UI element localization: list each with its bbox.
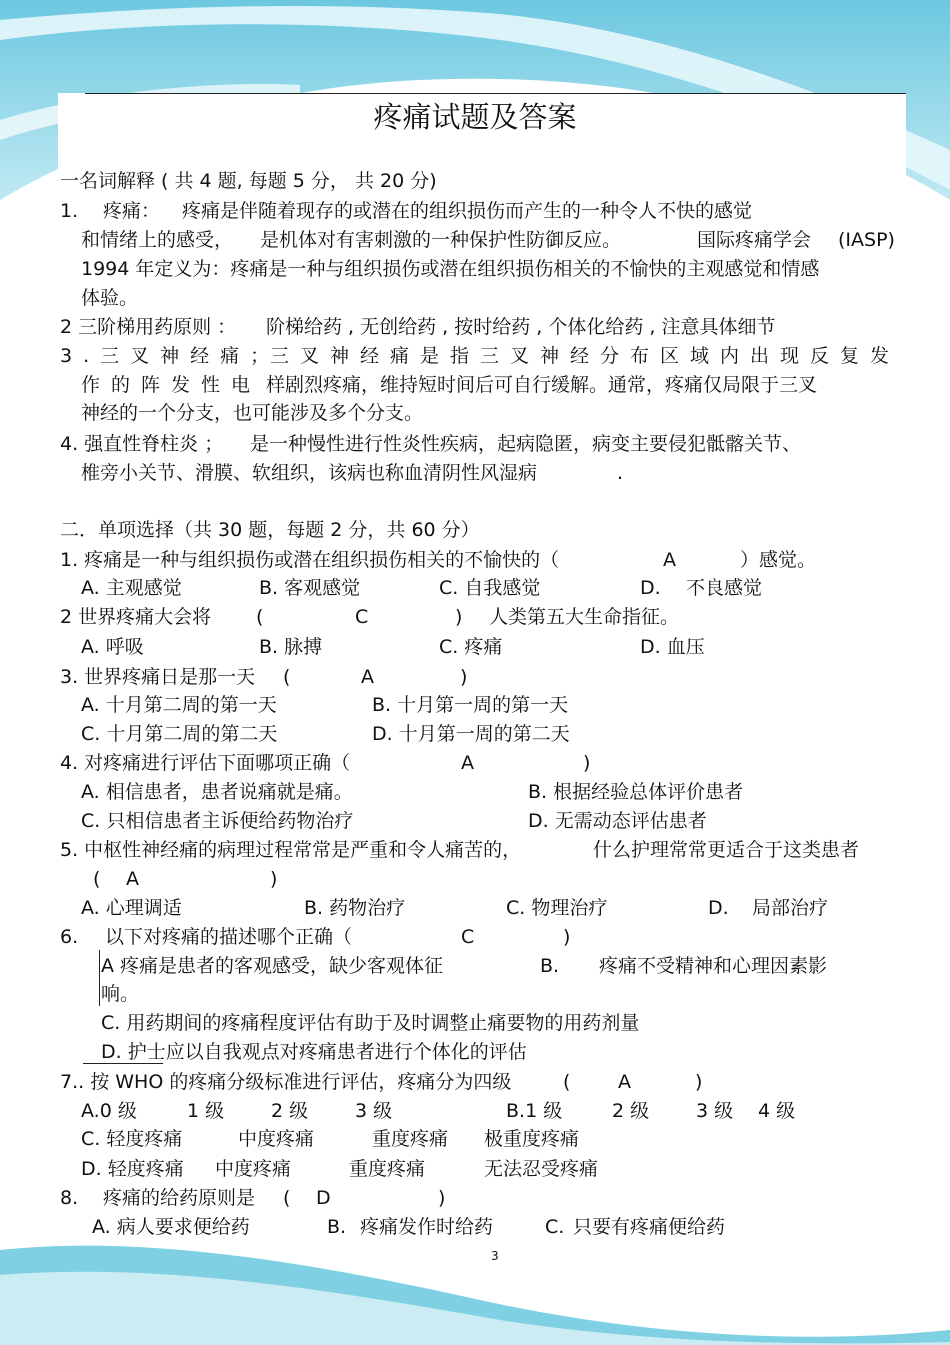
q5-option-a: A. 心理调适 (81, 897, 182, 919)
item1-line2d: (IASP) (838, 229, 895, 251)
q7-option-d: D. 轻度疼痛 (81, 1158, 184, 1180)
q5-option-d-label: D. (708, 897, 729, 919)
q7-option-a-2: 1 级 (187, 1100, 225, 1122)
q5-option-b: B. 药物治疗 (304, 897, 406, 919)
q6-text: 以下对疼痛的描述哪个正确（ (105, 926, 353, 948)
q8-option-c-label: C. (545, 1216, 565, 1238)
page-number: 3 (491, 1249, 499, 1263)
item1-term: 疼痛： (103, 200, 161, 222)
q7-option-c-2: 中度疼痛 (238, 1128, 315, 1150)
q5-close: ) (270, 868, 278, 890)
q8-option-a: A. 病人要求便给药 (92, 1216, 250, 1238)
item1-line2c: 国际疼痛学会 (697, 229, 812, 251)
item2-definition: 阶梯给药 , 无创给药 , 按时给药 , 个体化给药 , 注意具体细节 (266, 316, 776, 338)
item1-line2b: 是机体对有害刺激的一种保护性防御反应。 (260, 229, 622, 251)
q6-option-a: A 疼痛是患者的客观感受，缺少客观体征 (101, 955, 444, 977)
item3-line1: 三叉神经痛是指三叉神经分布区域内出现反复发 (270, 345, 901, 367)
q8-answer: D (316, 1187, 331, 1209)
q3-option-b: B. 十月第一周的第一天 (372, 694, 569, 716)
q2-answer: C (355, 606, 369, 628)
item2-term: 2 三阶梯用药原则 ： (60, 316, 237, 338)
item4-line2: 椎旁小关节、滑膜、软组织，该病也称血清阴性风湿病 (81, 462, 538, 484)
q3-option-d: D. 十月第一周的第二天 (372, 723, 570, 745)
q1-answer: A (663, 549, 676, 571)
item4-term: 4. 强直性脊柱炎 ； (60, 433, 224, 455)
q3-text: 3. 世界疼痛日是那一天 (60, 666, 256, 688)
section1-heading: 一名词解释 ( 共 4 题, 每题 5 分， 共 20 分) (60, 170, 437, 192)
q7-close: ) (695, 1071, 703, 1093)
q2-option-d: D. 血压 (640, 636, 705, 658)
q1-option-d-label: D. (640, 577, 661, 599)
q5-text: 5. 中枢性神经痛的病理过程常常是严重和令人痛苦的， (60, 839, 522, 861)
q7-option-d-4: 无法忍受疼痛 (484, 1158, 599, 1180)
page-title: 疼痛试题及答案 (373, 100, 577, 134)
q1-option-a: A. 主观感觉 (81, 577, 182, 599)
q1-text: 1. 疼痛是一种与组织损伤或潜在组织损伤相关的不愉快的（ (60, 549, 560, 571)
q4-option-d: D. 无需动态评估患者 (528, 810, 707, 832)
q2-option-b: B. 脉搏 (259, 636, 323, 658)
q3-option-c: C. 十月第二周的第二天 (81, 723, 278, 745)
q2-close: ) (455, 606, 463, 628)
q5-answer: A (126, 868, 139, 890)
q7-option-c: C. 轻度疼痛 (81, 1128, 183, 1150)
header-rule (85, 93, 906, 94)
q4-text: 4. 对疼痛进行评估下面哪项正确（ (60, 752, 351, 774)
q6-close: ) (563, 926, 571, 948)
q2-open: ( (256, 606, 264, 628)
q7-answer: A (618, 1071, 631, 1093)
q7-open: ( (563, 1071, 571, 1093)
q1-tail: ）感觉。 (740, 549, 817, 571)
q3-option-a: A. 十月第二周的第一天 (81, 694, 277, 716)
q7-option-c-3: 重度疼痛 (372, 1128, 449, 1150)
q1-option-d: 不良感觉 (686, 577, 763, 599)
q6-option-b: 疼痛不受精神和心理因素影 (599, 955, 828, 977)
item3-term: 3.三叉神经痛； (60, 345, 281, 367)
q7-option-d-3: 重度疼痛 (349, 1158, 426, 1180)
q7-option-b: B.1 级 (506, 1100, 563, 1122)
item3-line3: 神经的一个分支，也可能涉及多个分支。 (81, 402, 424, 424)
q8-option-c: 只要有疼痛便给药 (573, 1216, 726, 1238)
q6-answer: C (461, 926, 475, 948)
q3-answer: A (361, 666, 374, 688)
q3-close: ) (460, 666, 468, 688)
q6-option-d: D. 护士应以自我观点对疼痛患者进行个体化的评估 (101, 1041, 527, 1063)
q4-option-c: C. 只相信患者主诉便给药物治疗 (81, 810, 354, 832)
q6-option-b-cont: 响。 (101, 983, 140, 1005)
q1-option-c: C. 自我感觉 (439, 577, 541, 599)
q8-number: 8. (60, 1187, 79, 1209)
q2-option-a: A. 呼吸 (81, 636, 144, 658)
item1-number: 1. (60, 200, 79, 222)
item1-line4: 体验。 (81, 287, 139, 309)
q8-close: ) (438, 1187, 446, 1209)
q7-option-d-2: 中度疼痛 (215, 1158, 292, 1180)
q7-text: 7.. 按 WHO 的疼痛分级标准进行评估，疼痛分为四级 (60, 1071, 512, 1093)
q7-option-a-4: 3 级 (355, 1100, 393, 1122)
q8-option-b-label: B. (327, 1216, 347, 1238)
q3-open: ( (283, 666, 291, 688)
q2-option-c: C. 疼痛 (439, 636, 503, 658)
item3-line2b: 样剧烈疼痛，维持短时间后可自行缓解。通常，疼痛仅局限于三叉 (266, 374, 818, 396)
q4-answer: A (461, 752, 474, 774)
q5-text2: 什么护理常常更适合于这类患者 (593, 839, 860, 861)
q5-open: ( (93, 868, 101, 890)
margin-mark (99, 950, 100, 1006)
q8-open: ( (283, 1187, 291, 1209)
q5-option-c: C. 物理治疗 (506, 897, 608, 919)
item1-line1: 疼痛是伴随着现存的或潜在的组织损伤而产生的一种令人不快的感觉 (182, 200, 753, 222)
q8-text: 疼痛的给药原则是 (103, 1187, 256, 1209)
q1-option-b: B. 客观感觉 (259, 577, 361, 599)
q7-option-b-3: 3 级 (696, 1100, 734, 1122)
q2-text: 2 世界疼痛大会将 (60, 606, 212, 628)
q7-option-a: A.0 级 (81, 1100, 137, 1122)
q7-option-a-3: 2 级 (271, 1100, 309, 1122)
q5-option-d: 局部治疗 (752, 897, 829, 919)
q8-option-b: 疼痛发作时给药 (360, 1216, 494, 1238)
q7-option-c-4: 极重度疼痛 (484, 1128, 580, 1150)
item1-line3: 1994 年定义为：疼痛是一种与组织损伤或潜在组织损伤相关的不愉快的主观感觉和情感 (81, 258, 820, 280)
item3-line2a: 作的阵发性电 (81, 374, 262, 396)
q2-tail: 人类第五大生命指征。 (489, 606, 680, 628)
q7-option-b-2: 2 级 (612, 1100, 650, 1122)
q4-close: ) (583, 752, 591, 774)
q7-option-b-4: 4 级 (758, 1100, 796, 1122)
q6-option-c: C. 用药期间的疼痛程度评估有助于及时调整止痛要物的用药剂量 (101, 1012, 640, 1034)
item1-line2a: 和情绪上的感受， (81, 229, 234, 251)
section2-heading: 二．单项选择（共 30 题，每题 2 分，共 60 分） (60, 519, 480, 541)
q6-number: 6. (60, 926, 79, 948)
q4-option-a: A. 相信患者，患者说痛就是痛。 (81, 781, 353, 803)
q4-option-b: B. 根据经验总体评价患者 (528, 781, 744, 803)
item4-line1: 是一种慢性进行性炎性疾病，起病隐匿，病变主要侵犯骶髂关节、 (250, 433, 802, 455)
q6-option-b-label: B. (540, 955, 560, 977)
item4-period: . (617, 462, 624, 484)
